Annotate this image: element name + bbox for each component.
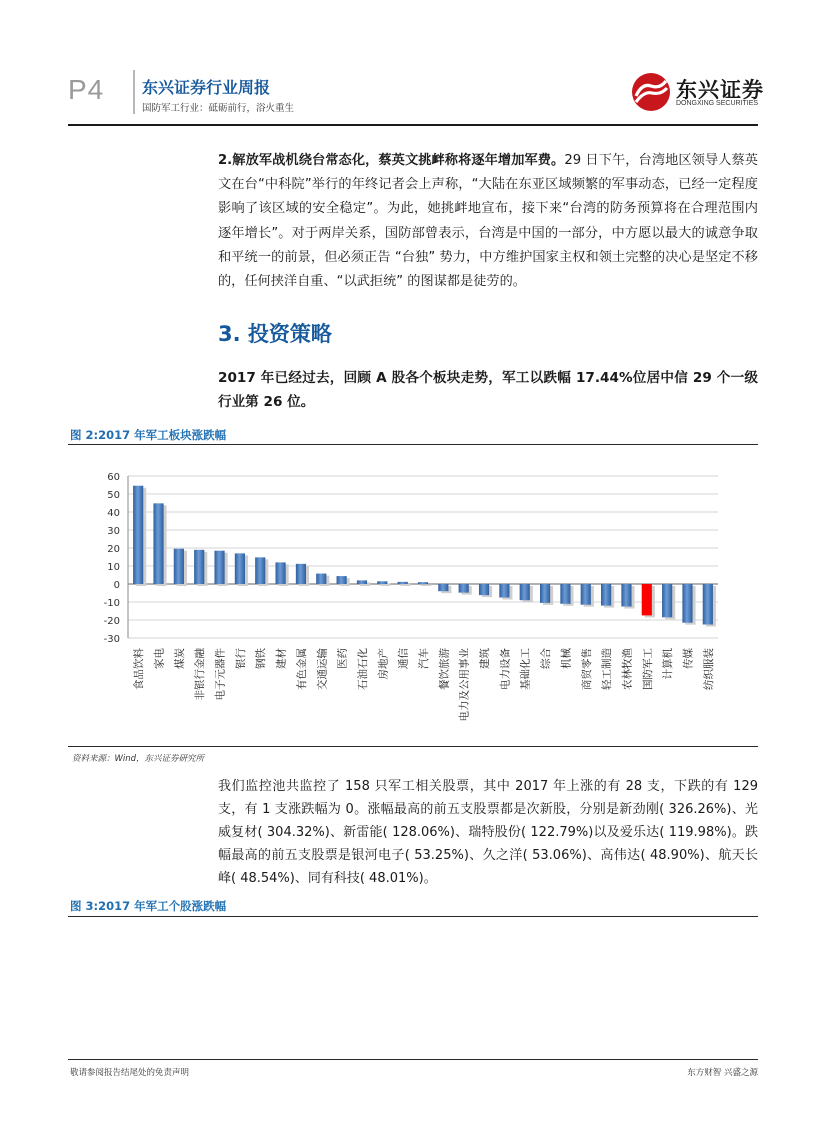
bar [418,582,428,584]
bar [662,584,672,617]
x-tick-label: 电力设备 [499,648,512,690]
x-tick-label: 电子元器件 [214,648,227,701]
bar [682,584,692,623]
y-tick-label: 30 [107,526,120,537]
x-tick-label: 食品饮料 [133,648,146,690]
x-tick-label: 农林牧渔 [621,648,634,690]
x-tick-label: 汽车 [418,648,430,669]
bar [479,584,489,595]
bar-highlight [642,584,652,615]
x-tick-label: 钢铁 [255,648,268,669]
paragraph-body: 29 日下午，台湾地区领导人蔡英文在台“中科院”举行的年终记者会上声称，“大陆在东亚区域频繁的军事动态，已经一定程度影响了该区域的安全稳定”。为此，她挑衅地宣布，接下来“台湾的防务预算将在合理范围内逐年增长”。对于两岸关系，国防部曾表示，台湾是中国的一部分，中方愿以最大的诚意争取和平统一的前景，但必须正告 “台独” 势力，中方维护国家主权和领土完整的决心是坚定不移的，任何挟洋自重、“以武拒统” 的图谋都是徒劳的。 [218,153,758,290]
bar [540,584,550,603]
x-tick-label: 基础化工 [519,648,532,690]
y-tick-label: -20 [103,616,120,627]
y-tick-label: 40 [107,508,120,519]
y-tick-labels [104,472,120,645]
logo-chinese-name: 东兴证券 [676,78,764,102]
report-title: 东兴证券行业周报 [142,78,271,97]
bar [174,549,184,584]
section-title: 3. 投资策略 [218,322,332,346]
x-tick-label: 轻工制造 [601,648,614,690]
figure-2-source: 资料来源：Wind，东兴证券研究所 [72,754,205,764]
x-tick-labels [132,648,715,722]
x-tick-label: 商贸零售 [580,648,593,690]
bar-shadow [401,584,411,586]
x-tick-label: 建材 [275,648,288,669]
x-tick-label: 煤炭 [173,648,186,669]
bar [499,584,509,598]
x-tick-label: 计算机 [662,648,675,680]
x-tick-label: 纺织服装 [702,648,715,690]
x-tick-label: 房地产 [377,648,390,680]
x-tick-label: 建筑 [479,648,492,669]
header-rule [68,124,758,126]
x-tick-label: 通信 [397,648,410,669]
x-tick-label: 电力及公用事业 [458,648,471,722]
bar [296,564,306,584]
x-tick-label: 家电 [153,648,166,669]
bar [601,584,611,606]
bar [316,574,326,584]
bar [133,486,143,584]
paragraph-stocks: 我们监控池共监控了 158 只军工相关股票，其中 2017 年上涨的有 28 支，下跌的有 129 支，有 1 支涨跌幅为 0。涨幅最高的前五支股票都是次新股，分别是新劲刚( 326.26%)、光威复材( 304.32%)、新雷能( 128.06%)、瑞特股份( 122.79%)以及爱乐达( 119.98%)。跌幅最高的前五支股票是银河电子( 53.25%)、久之洋( 53.06%)、高伟达( 48.90%)、航天长峰( 48.54%)、同有科技( 48.01%)。 [218,779,758,886]
header-divider [133,70,135,114]
footer-disclaimer: 敬请参阅报告结尾处的免责声明 [70,1068,190,1078]
bars [133,486,716,627]
paragraph-summary: 2017 年已经过去，回顾 A 股各个板块走势，军工以跌幅 17.44%位居中信 29 个一级行业第 26 位。 [218,370,758,411]
y-tick-label: 10 [107,562,120,573]
bar [459,584,469,593]
x-tick-label: 传媒 [682,648,695,669]
x-tick-label: 综合 [540,648,553,669]
sector-bar-chart [68,444,758,746]
footer-slogan: 东方财智 兴盛之源 [687,1068,758,1078]
report-subtitle: 国防军工行业：砥砺前行，浴火重生 [142,103,295,114]
bar [214,551,224,584]
dongxing-logo-icon [630,72,672,112]
figure-3-rule [68,916,758,917]
bar [377,581,387,584]
y-tick-label: 0 [113,580,120,591]
bar [276,562,286,584]
bar [153,503,163,584]
figure-2-bottom-rule [68,746,758,747]
x-tick-label: 餐饮旅游 [438,648,451,690]
bar [357,580,367,584]
x-tick-label: 医药 [336,648,349,669]
y-tick-label: 60 [107,472,120,483]
figure-2-title: 图 2:2017 年军工板块涨跌幅 [70,428,227,442]
page-number: P4 [68,74,105,105]
x-tick-label: 交通运输 [316,648,329,690]
x-tick-label: 石油石化 [356,648,369,690]
x-tick-label: 非银行金融 [194,648,207,701]
y-tick-label: -10 [103,598,120,609]
bar [398,582,408,584]
figure-3-title: 图 3:2017 年军工个股涨跌幅 [70,899,227,913]
bar [581,584,591,605]
bar-shadow [421,584,431,586]
logo-english-name: DONGXING SECURITIES [676,100,759,107]
paragraph-lead: 2.解放军战机绕台常态化，蔡英文挑衅称将逐年增加军费。 [218,153,565,168]
bar [255,557,265,584]
y-tick-label: 20 [107,544,120,555]
bar [520,584,530,600]
bar [438,584,448,591]
x-tick-label: 银行 [234,648,247,669]
bar [560,584,570,604]
footer-rule [68,1059,758,1060]
bar [703,584,713,625]
x-tick-label: 有色金属 [295,648,308,690]
y-tick-label: -30 [103,634,120,645]
x-tick-label: 国防军工 [641,648,654,690]
paragraph-taiwan [218,149,758,294]
sector-chart [68,444,758,746]
bar [194,550,204,584]
bar [337,576,347,584]
bar [235,553,245,584]
y-tick-label: 50 [107,490,120,501]
bar [621,584,631,607]
x-tick-label: 机械 [560,648,573,669]
